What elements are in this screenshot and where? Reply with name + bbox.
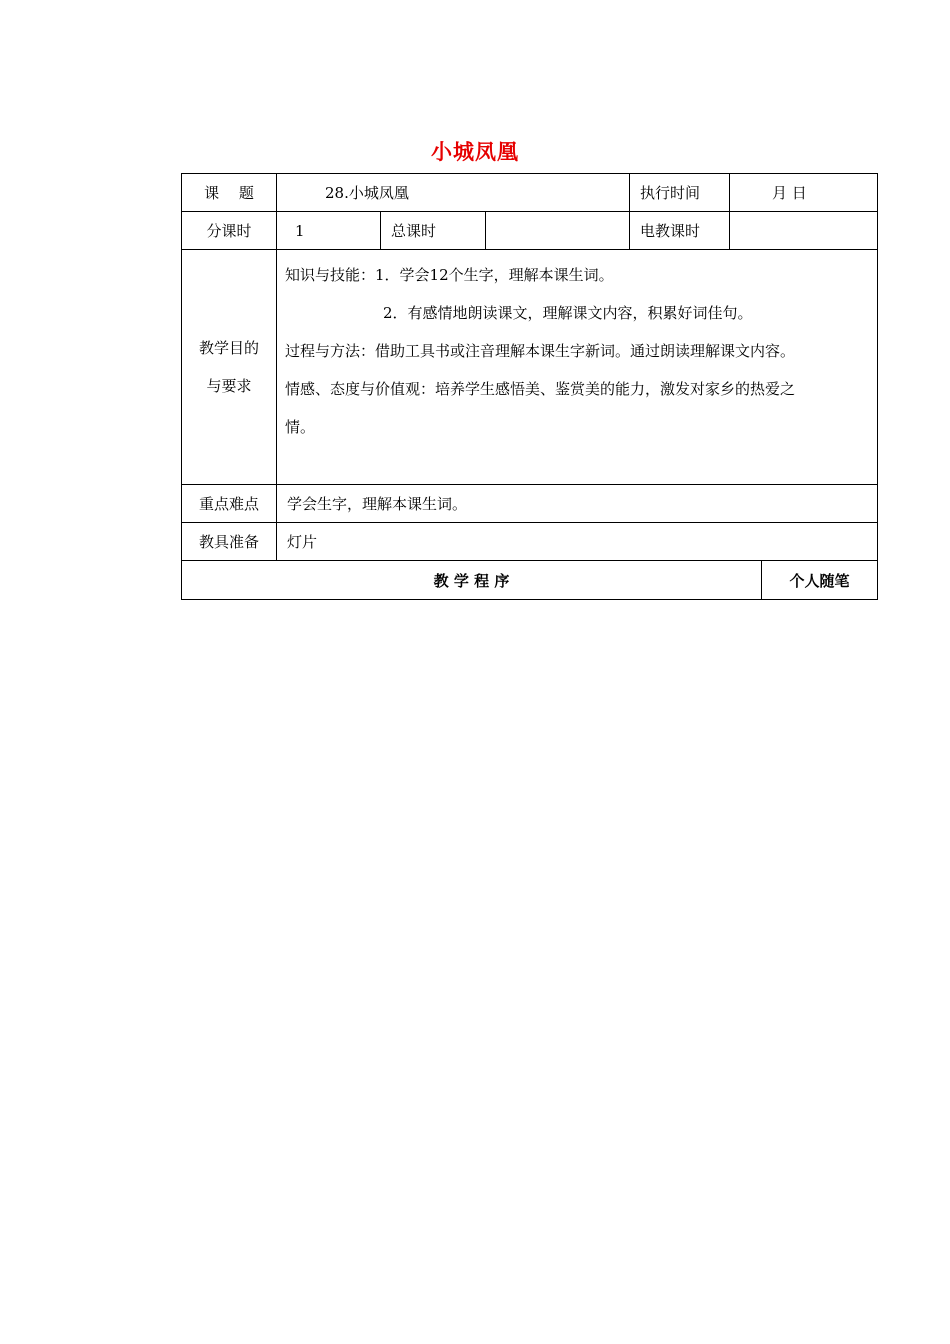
objective-line-3: 过程与方法：借助工具书或注音理解本课生字新词。通过朗读理解课文内容。 bbox=[285, 342, 796, 360]
label-session: 分课时 bbox=[182, 212, 277, 250]
objective-line-5: 情。 bbox=[285, 418, 316, 436]
label-topic: 课 题 bbox=[182, 174, 277, 212]
label-objectives-line1: 教学目的 bbox=[198, 339, 259, 357]
media-sessions-value bbox=[730, 212, 878, 250]
label-exec-time: 执行时间 bbox=[630, 174, 730, 212]
row-sessions bbox=[182, 212, 878, 250]
personal-notes-heading: 个人随笔 bbox=[762, 561, 878, 600]
row-key-points bbox=[182, 485, 878, 523]
label-objectives-line2: 与要求 bbox=[206, 377, 252, 395]
row-program-header bbox=[182, 561, 878, 600]
label-teaching-aids: 教具准备 bbox=[182, 523, 277, 561]
total-sessions-value bbox=[486, 212, 630, 250]
teaching-aids-value: 灯片 bbox=[277, 523, 878, 561]
objective-line-2: 2．有感情地朗读课文，理解课文内容，积累好词佳句。 bbox=[383, 304, 753, 322]
key-points-value: 学会生字，理解本课生词。 bbox=[277, 485, 878, 523]
lesson-plan-table bbox=[181, 173, 878, 600]
session-value: 1 bbox=[277, 212, 381, 250]
topic-value: 28.小城凤凰 bbox=[277, 174, 630, 212]
row-teaching-aids bbox=[182, 523, 878, 561]
label-objectives bbox=[182, 250, 277, 485]
objective-line-4: 情感、态度与价值观：培养学生感悟美、鉴赏美的能力，激发对家乡的热爱之 bbox=[285, 380, 796, 398]
teaching-program-heading: 教 学 程 序 bbox=[182, 561, 762, 600]
objective-line-1: 知识与技能：1．学会12个生字，理解本课生词。 bbox=[285, 266, 614, 284]
objectives-content bbox=[277, 250, 878, 485]
document-title: 小城凤凰 bbox=[431, 140, 519, 164]
row-objectives bbox=[182, 250, 878, 485]
row-topic bbox=[182, 174, 878, 212]
exec-time-value: 月 日 bbox=[730, 174, 878, 212]
label-total-sessions: 总课时 bbox=[381, 212, 486, 250]
label-key-points: 重点难点 bbox=[182, 485, 277, 523]
label-media-sessions: 电教课时 bbox=[630, 212, 730, 250]
